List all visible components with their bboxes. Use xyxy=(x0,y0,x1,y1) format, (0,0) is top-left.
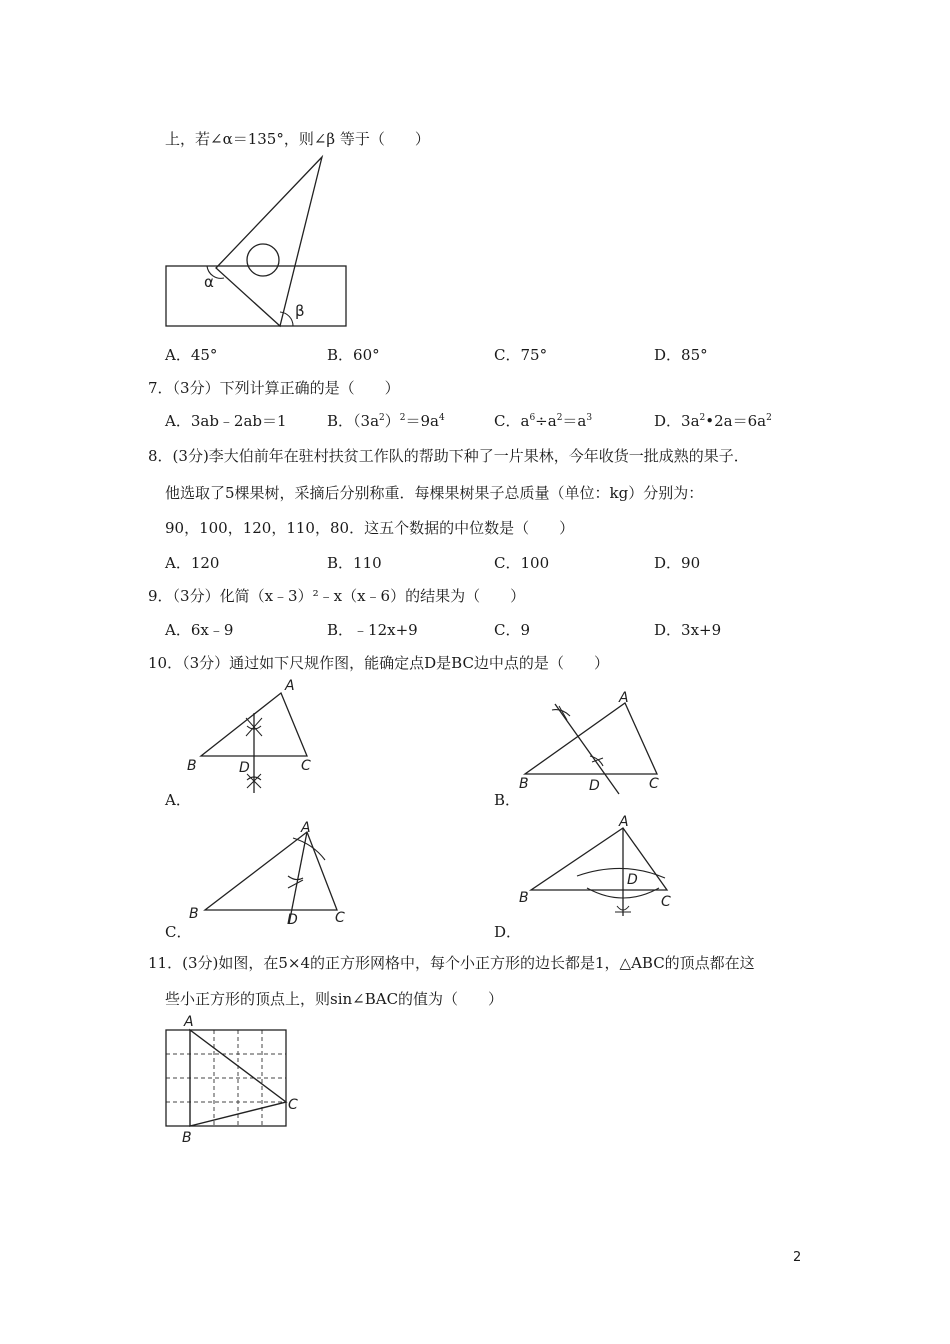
svg-text:A: A xyxy=(301,820,311,836)
q6-beta-label: β xyxy=(295,302,305,320)
q9-option-c[interactable]: C．9 xyxy=(494,621,531,639)
q9-option-a[interactable]: A．6x﹣9 xyxy=(165,621,234,639)
svg-text:C: C xyxy=(649,776,659,792)
q7-option-d[interactable]: D．$3a^2•2a=6a^2$ xyxy=(654,412,772,430)
q6-stem: 上，若∠α＝135°，则∠β 等于（ ） xyxy=(165,130,430,148)
q10-figure-c xyxy=(185,818,355,933)
svg-text:C: C xyxy=(335,910,345,926)
svg-text:A: A xyxy=(619,690,629,706)
q10-figure-d xyxy=(515,812,685,927)
q6-alpha-label: α xyxy=(204,273,214,291)
svg-text:A: A xyxy=(619,814,629,830)
q8-option-b[interactable]: B．110 xyxy=(327,554,382,572)
q8-option-d[interactable]: D．90 xyxy=(654,554,701,572)
svg-text:C: C xyxy=(301,758,311,774)
svg-text:D: D xyxy=(287,912,298,928)
svg-text:B: B xyxy=(519,776,529,792)
q10-stem: 10．（3分）通过如下尺规作图，能确定点D是BC边中点的是（ ） xyxy=(148,654,609,672)
q10-figure-b xyxy=(515,688,665,798)
q6-option-d[interactable]: D．85° xyxy=(654,346,708,364)
svg-text:D: D xyxy=(627,872,638,888)
q10-figure-a xyxy=(185,678,325,793)
svg-text:C: C xyxy=(288,1097,298,1113)
q7-stem: 7．（3分）下列计算正确的是（ ） xyxy=(148,379,400,397)
q7-option-b[interactable]: B．$(3a^2)^2=9a^4$ xyxy=(327,412,445,430)
q6-option-b[interactable]: B．60° xyxy=(327,346,380,364)
svg-text:A: A xyxy=(285,678,295,694)
svg-text:B: B xyxy=(182,1130,192,1146)
svg-text:B: B xyxy=(189,906,199,922)
q10-option-d[interactable]: D． xyxy=(494,923,522,941)
q6-option-a[interactable]: A．45° xyxy=(165,346,218,364)
svg-text:D: D xyxy=(589,778,600,794)
q7-option-a[interactable]: A．3ab﹣2ab＝1 xyxy=(165,412,287,430)
svg-text:B: B xyxy=(187,758,197,774)
svg-text:A: A xyxy=(184,1014,194,1030)
q6-ruler-hole xyxy=(247,244,279,276)
q10-option-b[interactable]: B． xyxy=(494,791,521,809)
q11-grid-figure xyxy=(160,1012,310,1147)
q8-line3: 90，100，120，110，80．这五个数据的中位数是（ ） xyxy=(165,519,575,537)
q6-option-c[interactable]: C．75° xyxy=(494,346,548,364)
q8-line2: 他选取了5棵果树，采摘后分别称重．每棵果树果子总质量（单位：kg）分别为： xyxy=(165,484,704,502)
q7-option-c[interactable]: C．$a^6\div a^2=a^3$ xyxy=(494,412,593,430)
svg-text:D: D xyxy=(239,760,250,776)
q6-triangle-ruler xyxy=(216,157,322,326)
q10-option-a[interactable]: A． xyxy=(165,791,191,809)
q10-option-c[interactable]: C． xyxy=(165,923,192,941)
q9-stem: 9．（3分）化简（x﹣3）²﹣x（x﹣6）的结果为（ ） xyxy=(148,587,526,605)
q9-option-d[interactable]: D．3x+9 xyxy=(654,621,722,639)
svg-text:B: B xyxy=(519,890,529,906)
q9-option-b[interactable]: B．﹣12x+9 xyxy=(327,621,418,639)
page-number: 2 xyxy=(793,1250,802,1265)
q8-option-c[interactable]: C．100 xyxy=(494,554,550,572)
q6-figure xyxy=(160,150,360,330)
q11-line2: 些小正方形的顶点上，则sin∠BAC的值为（ ） xyxy=(165,990,504,1008)
q11-line1: 11．(3分)如图，在5×4的正方形网格中，每个小正方形的边长都是1，△ABC的顶点都在这 xyxy=(148,954,755,972)
q8-line1: 8．(3分)李大伯前年在驻村扶贫工作队的帮助下种了一片果林，今年收货一批成熟的果子． xyxy=(148,447,749,465)
svg-text:C: C xyxy=(661,894,671,910)
q8-option-a[interactable]: A．120 xyxy=(165,554,220,572)
